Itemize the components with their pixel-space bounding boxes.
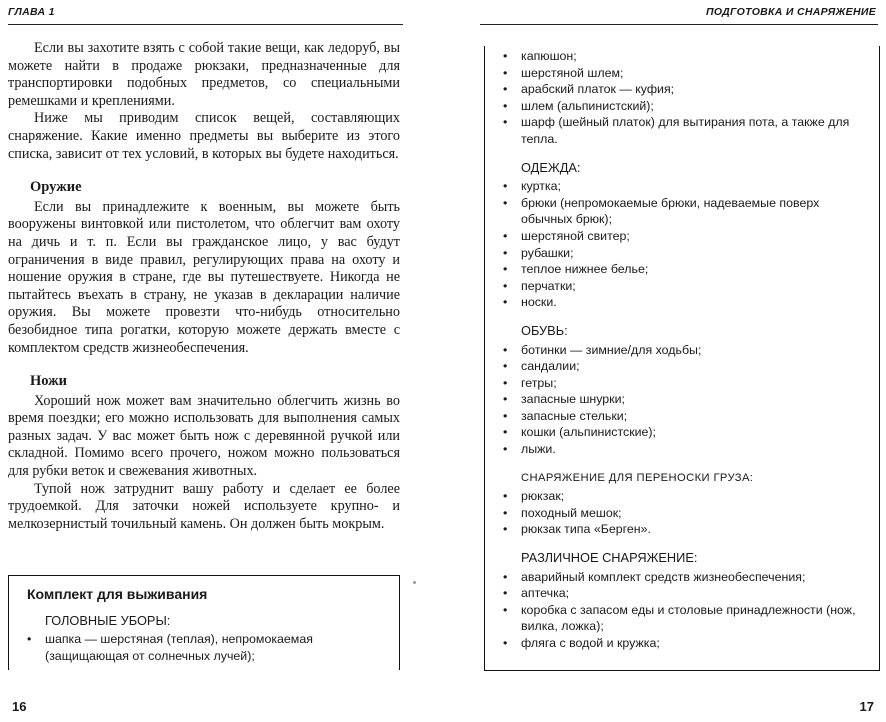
list-item-text: фляга с водой и кружка; xyxy=(521,636,660,650)
clothing-group-title: ОДЕЖДА: xyxy=(521,159,581,175)
list-item-text: аптечка; xyxy=(521,586,570,601)
page-number-left: 16 xyxy=(12,699,27,714)
bullet-icon: • xyxy=(503,375,508,390)
bullet-icon: • xyxy=(503,115,508,130)
running-header-left: ГЛАВА 1 xyxy=(8,6,55,18)
list-item xyxy=(485,81,879,98)
bullet-icon: • xyxy=(503,295,508,310)
bullet-icon: • xyxy=(503,569,508,584)
intro-paragraph: Ниже мы приводим список вещей, составляющих снаряжение. Какие именно предметы вы выберите из этого списка, зависит от тех условий, в которых вы будете находиться. xyxy=(8,110,400,162)
survival-kit-box-right xyxy=(484,46,880,671)
bullet-icon: • xyxy=(503,505,508,520)
bullet-icon: • xyxy=(503,262,508,277)
header-rule-left xyxy=(8,24,403,25)
list-item xyxy=(485,408,879,425)
list-item-text: шерстяной свитер; xyxy=(521,228,630,243)
list-item xyxy=(485,358,879,375)
list-item-text: арабский платок — куфия; xyxy=(521,82,675,97)
carrying-list xyxy=(485,488,879,538)
list-item xyxy=(485,424,879,441)
list-item xyxy=(485,98,879,115)
headwear-group-title: ГОЛОВНЫЕ УБОРЫ: xyxy=(45,612,171,628)
list-item-text: аварийный комплект средств жизнеобеспечения; xyxy=(521,569,806,584)
knives-paragraph: Тупой нож затруднит вашу работу и сделает ее более трудоемкой. Для заточки ножей используете крупно- и мелкозернистый точильный камень. Он должен быть мокрым. xyxy=(8,480,400,532)
list-item xyxy=(485,505,879,522)
footwear-list xyxy=(485,342,879,458)
list-item xyxy=(485,114,879,147)
list-item xyxy=(485,602,879,635)
list-item xyxy=(485,342,879,359)
list-item-text: рюкзак типа «Берген». xyxy=(521,522,651,537)
bullet-icon: • xyxy=(503,408,508,423)
list-item-text: капюшон; xyxy=(521,49,577,63)
bullet-icon: • xyxy=(503,425,508,440)
list-item-text: рюкзак; xyxy=(521,489,565,504)
bullet-icon: • xyxy=(503,586,508,601)
list-item xyxy=(485,178,879,195)
bullet-icon: • xyxy=(503,392,508,407)
list-item-text: сандалии; xyxy=(521,359,580,374)
list-item xyxy=(485,635,879,652)
list-item-text: ботинки — зимние/для ходьбы; xyxy=(521,342,702,357)
misc-list xyxy=(485,569,879,652)
bullet-icon: • xyxy=(503,636,508,650)
list-item-text: коробка с запасом еды и столовые принадлежности (нож, вилка, ложка); xyxy=(521,602,856,634)
list-item xyxy=(485,521,879,538)
bullet-icon: • xyxy=(503,442,508,457)
list-item xyxy=(485,585,879,602)
list-item-text: кошки (альпинистские); xyxy=(521,425,657,440)
footwear-group-title: ОБУВЬ: xyxy=(521,322,568,338)
clothing-list xyxy=(485,178,879,311)
bullet-icon: • xyxy=(503,489,508,504)
section-heading-knives: Ножи xyxy=(30,373,68,390)
list-item xyxy=(485,65,879,82)
list-item xyxy=(9,631,399,664)
list-item xyxy=(485,375,879,392)
list-item xyxy=(485,278,879,295)
list-item xyxy=(485,488,879,505)
list-item xyxy=(485,195,879,228)
list-item xyxy=(485,569,879,586)
list-item-text: запасные стельки; xyxy=(521,408,628,423)
carrying-group-title: СНАРЯЖЕНИЕ ДЛЯ ПЕРЕНОСКИ ГРУЗА: xyxy=(521,471,754,484)
section-heading-weapons: Оружие xyxy=(30,179,82,196)
list-item-text: носки. xyxy=(521,295,557,310)
bullet-icon: • xyxy=(503,245,508,260)
bullet-icon: • xyxy=(503,98,508,113)
bullet-icon: • xyxy=(503,228,508,243)
bullet-icon: • xyxy=(503,179,508,194)
survival-kit-title: Комплект для выживания xyxy=(27,586,208,602)
list-item xyxy=(485,228,879,245)
misc-group-title: РАЗЛИЧНОЕ СНАРЯЖЕНИЕ: xyxy=(521,550,698,566)
bullet-icon: • xyxy=(503,49,508,63)
list-item-text: походный мешок; xyxy=(521,505,622,520)
weapons-paragraph: Если вы принадлежите к военным, вы можете быть вооружены винтовкой или пистолетом, что облегчит вам охоту на дичь и т. п. Если вы гражданское лицо, у вас будут ограничения в виде правил, регулирующих права на охоту и ношение оружия в стране, где вы путешествуете. Никогда не пытайтесь въехать в страну, не указав в декларации наличие оружия. Вы можете провезти что-нибудь относительно безобидное типа рогатки, которую можете держать вместе с комплектом средств жизнеобеспечения. xyxy=(8,198,400,356)
list-item xyxy=(485,294,879,311)
bullet-icon: • xyxy=(503,522,508,537)
list-item-text: перчатки; xyxy=(521,278,576,293)
bullet-icon: • xyxy=(27,632,32,647)
list-item xyxy=(485,48,879,65)
running-header-right: ПОДГОТОВКА И СНАРЯЖЕНИЕ xyxy=(705,6,876,18)
bullet-icon: • xyxy=(503,195,508,210)
knives-paragraph: Хороший нож может вам значительно облегчить жизнь во время поездки; его можно использовать для выполнения самых разных задач. У вас может быть нож с деревянной ручкой или складной. Помимо всего прочего, ножом можно пользоваться для рубки веток и свежевания животных. xyxy=(8,392,400,480)
list-item-text: шарф (шейный платок) для вытирания пота, а также для тепла. xyxy=(521,115,850,146)
headwear-continued-list xyxy=(485,48,879,148)
bullet-icon: • xyxy=(503,602,508,617)
list-item-text: шапка — шерстяная (теплая), непромокаемая (защищающая от солнечных лучей); xyxy=(45,632,313,663)
survival-kit-box-left xyxy=(8,575,400,670)
page-number-right: 17 xyxy=(859,699,874,714)
list-item-text: запасные шнурки; xyxy=(521,392,625,407)
header-rule-right xyxy=(480,24,878,25)
list-item xyxy=(485,391,879,408)
list-item-text: брюки (непромокаемые брюки, надеваемые поверх обычных брюк); xyxy=(521,195,820,227)
bullet-icon: • xyxy=(503,359,508,374)
bullet-icon: • xyxy=(503,82,508,97)
list-item-text: гетры; xyxy=(521,375,557,390)
list-item-text: куртка; xyxy=(521,179,561,194)
print-speck xyxy=(413,581,416,584)
bullet-icon: • xyxy=(503,65,508,80)
list-item xyxy=(485,441,879,458)
left-page-body xyxy=(8,40,400,533)
list-item-text: рубашки; xyxy=(521,245,574,260)
list-item xyxy=(485,245,879,262)
list-item-text: лыжи. xyxy=(521,442,556,457)
list-item-text: шлем (альпинистский); xyxy=(521,98,654,113)
bullet-icon: • xyxy=(503,342,508,357)
list-item-text: теплое нижнее белье; xyxy=(521,262,649,277)
list-item-text: шерстяной шлем; xyxy=(521,65,624,80)
intro-paragraph: Если вы захотите взять с собой такие вещи, как ледоруб, вы можете найти в продаже рюкзаки, предназначенные для транспортировки подобных предметов, со специальными ремешками и креплениями. xyxy=(8,40,400,109)
bullet-icon: • xyxy=(503,278,508,293)
list-item xyxy=(485,261,879,278)
headwear-list xyxy=(9,631,399,664)
